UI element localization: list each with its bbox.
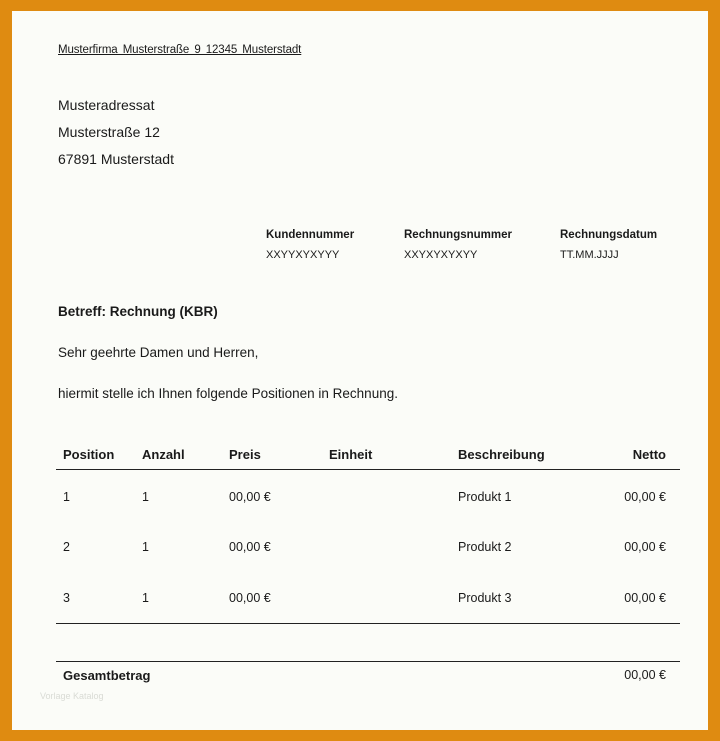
col-header-quantity: Anzahl xyxy=(142,447,185,462)
cell-description: Produkt 1 xyxy=(458,490,512,504)
table-header-rule xyxy=(56,469,680,470)
invoice-date-value: TT.MM.JJJJ xyxy=(560,249,619,261)
recipient-street: Musterstraße 12 xyxy=(58,124,160,140)
total-rule xyxy=(56,661,680,662)
recipient-city: 67891 Musterstadt xyxy=(58,151,174,167)
cell-price: 00,00 € xyxy=(229,490,271,504)
invoice-document xyxy=(12,11,708,730)
cell-net: 00,00 € xyxy=(624,591,666,605)
customer-number-value: XXYYXYXYYY xyxy=(266,249,340,261)
invoice-number-label: Rechnungsnummer xyxy=(404,229,512,241)
cell-position: 3 xyxy=(63,591,70,605)
salutation: Sehr geehrte Damen und Herren, xyxy=(58,345,259,360)
cell-description: Produkt 3 xyxy=(458,591,512,605)
intro-text: hiermit stelle ich Ihnen folgende Positionen in Rechnung. xyxy=(58,386,398,401)
invoice-number-value: XXYXYXYXYY xyxy=(404,249,478,261)
sender-line: Musterfirma Musterstraße 9 12345 Musterstadt xyxy=(58,44,302,56)
subject-line: Betreff: Rechnung (KBR) xyxy=(58,304,218,319)
cell-position: 2 xyxy=(63,540,70,554)
table-bottom-rule xyxy=(56,623,680,624)
total-label: Gesamtbetrag xyxy=(63,668,151,683)
invoice-date-label: Rechnungsdatum xyxy=(560,229,658,241)
cell-quantity: 1 xyxy=(142,540,149,554)
total-value: 00,00 € xyxy=(624,668,666,682)
cell-price: 00,00 € xyxy=(229,591,271,605)
col-header-description: Beschreibung xyxy=(458,447,545,462)
customer-number-label: Kundennummer xyxy=(266,229,355,241)
cell-position: 1 xyxy=(63,490,70,504)
col-header-net: Netto xyxy=(632,447,666,462)
cell-price: 00,00 € xyxy=(229,540,271,554)
cell-net: 00,00 € xyxy=(624,540,666,554)
cell-quantity: 1 xyxy=(142,591,149,605)
recipient-name: Musteradressat xyxy=(58,97,155,113)
cell-quantity: 1 xyxy=(142,490,149,504)
cell-net: 00,00 € xyxy=(624,490,666,504)
col-header-position: Position xyxy=(63,447,115,462)
col-header-unit: Einheit xyxy=(329,447,373,462)
watermark: Vorlage Katalog xyxy=(40,691,104,701)
col-header-price: Preis xyxy=(229,447,261,462)
cell-description: Produkt 2 xyxy=(458,540,512,554)
